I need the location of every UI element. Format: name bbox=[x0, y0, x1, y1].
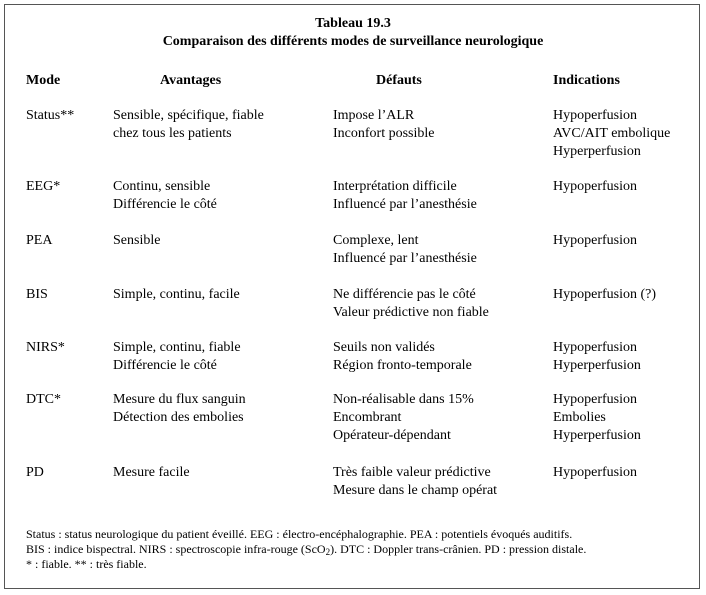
cell-line: Seuils non validés bbox=[333, 340, 435, 355]
cell-mode: NIRS* bbox=[26, 340, 65, 355]
cell-line: Non-réalisable dans 15% bbox=[333, 392, 474, 407]
cell-line: Détection des embolies bbox=[113, 410, 244, 425]
footnote-line: Status : status neurologique du patient éveillé. EEG : électro-encéphalographie. PEA : potentiels évoqués auditifs. bbox=[26, 527, 573, 541]
cell-line: Impose l’ALR bbox=[333, 108, 415, 123]
cell-line: Différencie le côté bbox=[113, 197, 217, 212]
cell-defauts bbox=[333, 232, 477, 268]
cell-avantages bbox=[113, 464, 190, 482]
cell-mode: BIS bbox=[26, 287, 48, 302]
cell-line: Hypoperfusion bbox=[553, 340, 637, 355]
cell-line: Influencé par l’anesthésie bbox=[333, 197, 477, 212]
cell-avantages bbox=[113, 286, 240, 304]
cell-defauts bbox=[333, 391, 474, 445]
cell-indications bbox=[553, 178, 637, 196]
cell-defauts bbox=[333, 464, 497, 500]
cell-avantages bbox=[113, 339, 241, 375]
cell-mode: Status** bbox=[26, 108, 75, 123]
table-footnote bbox=[26, 527, 586, 572]
cell-avantages bbox=[113, 391, 246, 427]
cell-line: Influencé par l’anesthésie bbox=[333, 251, 477, 266]
cell-avantages bbox=[113, 232, 160, 250]
cell-line: Simple, continu, facile bbox=[113, 287, 240, 302]
cell-line: Simple, continu, fiable bbox=[113, 340, 241, 355]
cell-line: Hypoperfusion bbox=[553, 465, 637, 480]
cell-indications bbox=[553, 464, 637, 482]
cell-indications bbox=[553, 107, 670, 161]
header-mode: Mode bbox=[26, 73, 61, 88]
cell-line: Complexe, lent bbox=[333, 233, 419, 248]
cell-defauts bbox=[333, 286, 489, 322]
cell-avantages bbox=[113, 107, 264, 143]
cell-line: Sensible bbox=[113, 233, 161, 248]
cell-line: Différencie le côté bbox=[113, 358, 217, 373]
cell-mode: DTC* bbox=[26, 392, 61, 407]
cell-line: Mesure facile bbox=[113, 465, 190, 480]
cell-line: Région fronto-temporale bbox=[333, 358, 472, 373]
cell-line: Opérateur-dépendant bbox=[333, 428, 451, 443]
cell-line: Hyperperfusion bbox=[553, 428, 641, 443]
cell-line: Très faible valeur prédictive bbox=[333, 465, 491, 480]
cell-mode: PD bbox=[26, 465, 44, 480]
table-title: Comparaison des différents modes de surveillance neurologique bbox=[162, 34, 544, 49]
cell-line: Hypoperfusion bbox=[553, 179, 637, 194]
cell-line: Sensible, spécifique, fiable bbox=[113, 108, 264, 123]
cell-line: Hypoperfusion bbox=[553, 233, 637, 248]
cell-indications bbox=[553, 232, 637, 250]
footnote-line: * : fiable. ** : très fiable. bbox=[26, 557, 147, 571]
cell-line: Hypoperfusion bbox=[553, 108, 637, 123]
cell-defauts bbox=[333, 178, 477, 214]
cell-line: Hypoperfusion (?) bbox=[553, 287, 657, 302]
table-number: Tableau 19.3 bbox=[315, 16, 391, 31]
footnote-line: BIS : indice bispectral. NIRS : spectroscopie infra-rouge (ScO$_2$). DTC : Doppler trans-crânien. PD : pression distale. bbox=[26, 542, 587, 557]
cell-line: Mesure du flux sanguin bbox=[113, 392, 246, 407]
header-defauts: Défauts bbox=[376, 73, 422, 88]
cell-defauts bbox=[333, 107, 434, 143]
cell-line: chez tous les patients bbox=[113, 126, 232, 141]
cell-line: Continu, sensible bbox=[113, 179, 211, 194]
cell-line: AVC/AIT embolique bbox=[553, 126, 671, 141]
cell-line: Hyperperfusion bbox=[553, 144, 641, 159]
cell-indications bbox=[553, 286, 656, 304]
cell-indications bbox=[553, 391, 641, 445]
cell-mode: EEG* bbox=[26, 179, 61, 194]
cell-line: Inconfort possible bbox=[333, 126, 435, 141]
cell-defauts bbox=[333, 339, 472, 375]
cell-line: Valeur prédictive non fiable bbox=[333, 305, 489, 320]
cell-line: Encombrant bbox=[333, 410, 402, 425]
cell-line: Hyperperfusion bbox=[553, 358, 641, 373]
cell-avantages bbox=[113, 178, 217, 214]
cell-mode: PEA bbox=[26, 233, 53, 248]
cell-line: Interprétation difficile bbox=[333, 179, 457, 194]
cell-line: Mesure dans le champ opérat bbox=[333, 483, 498, 498]
header-indications: Indications bbox=[553, 73, 620, 88]
cell-line: Hypoperfusion bbox=[553, 392, 637, 407]
cell-line: Ne différencie pas le côté bbox=[333, 287, 476, 302]
header-avantages: Avantages bbox=[160, 73, 222, 88]
cell-line: Embolies bbox=[553, 410, 606, 425]
cell-indications bbox=[553, 339, 641, 375]
